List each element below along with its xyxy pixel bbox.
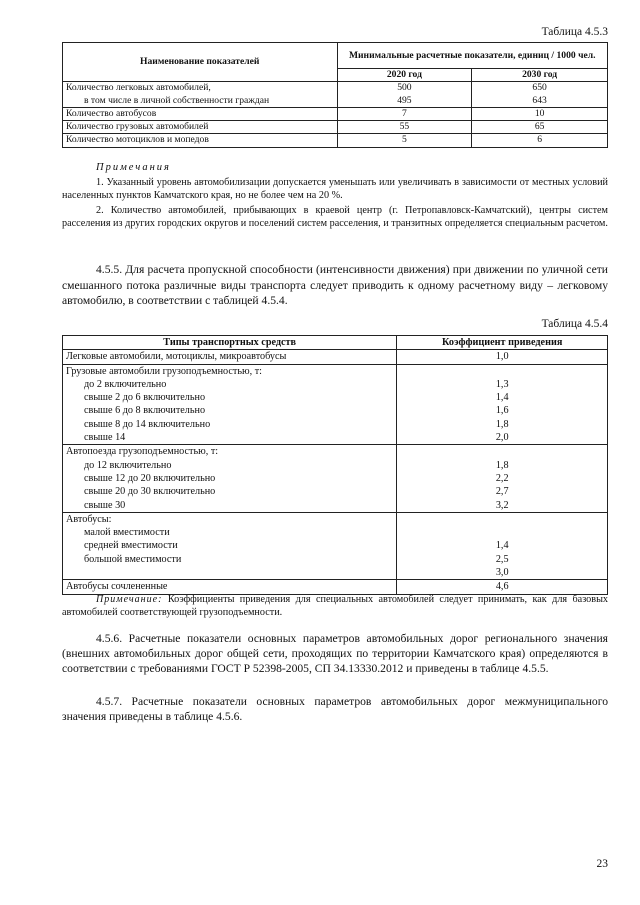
page-number: 23: [596, 858, 608, 870]
t2-group-buses-coef: 1,4 2,5 3,0: [397, 512, 608, 579]
table-row: [63, 107, 608, 120]
note-2: 2. Количество автомобилей, прибывающих в краевой центр (г. Петропавловск-Камчатский), центры систем расселения из других городских округов и поселений систем расселения, и транзитных определяется специальным расчетом.: [62, 205, 608, 229]
t2-group-trucks-coef: 1,3 1,4 1,6 1,8 2,0: [397, 364, 608, 445]
t1-header-name: Наименование показателей: [63, 43, 338, 82]
t1-cell-name: Количество легковых автомобилей, в том числе в личной собственности граждан: [63, 82, 338, 108]
t1-header-min: Минимальные расчетные показатели, единиц / 1000 чел.: [337, 43, 607, 69]
t2-cell-name: Легковые автомобили, мотоциклы, микроавтобусы: [63, 350, 397, 364]
note-1: 1. Указанный уровень автомобилизации допускается уменьшать или увеличивать в зависимости от местных условий населенных пунктов Камчатского края, но не более чем на 20 %.: [62, 177, 608, 201]
t1-year-2030: 2030 год: [472, 69, 608, 82]
table-4-5-4-caption: Таблица 4.5.4: [541, 318, 608, 330]
t1-cell-2030: 10: [472, 107, 608, 120]
table-4-5-3: [62, 42, 608, 148]
table-row: [63, 121, 608, 134]
table-4-5-3-caption: Таблица 4.5.3: [541, 26, 608, 38]
t2-header-coef: Коэффициент приведения: [397, 336, 608, 350]
t2-cell-coef: 1,0: [397, 350, 608, 364]
t1-cell-2030: 650 643: [472, 82, 608, 108]
t1-year-2020: 2020 год: [337, 69, 472, 82]
t2-group-roadtrains-coef: 1,8 2,2 2,7 3,2: [397, 445, 608, 512]
t2-cell-name: Автобусы сочлененные: [63, 580, 397, 594]
t1-cell-name: Количество мотоциклов и мопедов: [63, 134, 338, 147]
t1-cell-2030: 6: [472, 134, 608, 147]
table-row: [63, 580, 608, 594]
paragraph-4-5-6: 4.5.6. Расчетные показатели основных параметров автомобильных дорог регионального значения (внешних автомобильных дорог общей сети, проходящих по территории Камчатского края) определяются в соответствии с требованиями ГОСТ Р 52398-2005, СП 34.13330.2012 и приведены в таблице 4.5.5.: [62, 632, 608, 676]
paragraph-4-5-7: 4.5.7. Расчетные показатели основных параметров автомобильных дорог межмуниципального значения приведены в таблице 4.5.6.: [62, 695, 608, 724]
t1-cell-2020: 55: [337, 121, 472, 134]
table-row: [63, 134, 608, 147]
table-row: [63, 82, 608, 108]
table-4-5-4: [62, 335, 608, 595]
table-row: [63, 364, 608, 445]
notes-heading: Примечания: [96, 162, 171, 173]
paragraph-4-5-5: 4.5.5. Для расчета пропускной способности (интенсивности движения) при движении по уличной сети смешанного потока различные виды транспорта следует приводить к одному расчетному виду – легковому автомобилю, в соответствии с таблицей 4.5.4.: [62, 263, 608, 307]
t1-cell-2030: 65: [472, 121, 608, 134]
t1-cell-2020: 7: [337, 107, 472, 120]
t2-cell-coef: 4,6: [397, 580, 608, 594]
t1-cell-name: Количество автобусов: [63, 107, 338, 120]
t1-cell-2020: 5: [337, 134, 472, 147]
t2-group-roadtrains: Автопоезда грузоподъемностью, т: до 12 включительно свыше 12 до 20 включительно свыше 20 до 30 включительно свыше 30: [63, 445, 397, 512]
table-row: [63, 350, 608, 364]
table-row: [63, 445, 608, 512]
t1-cell-name: Количество грузовых автомобилей: [63, 121, 338, 134]
table-4-5-4-note: Примечание: Коэффициенты приведения для специальных автомобилей следует принимать, как для базовых автомобилей соответствующей грузоподъемности.: [62, 594, 609, 618]
t2-header-type: Типы транспортных средств: [63, 336, 397, 350]
t2-group-buses: Автобусы: малой вместимости средней вместимости большой вместимости: [63, 512, 397, 579]
table-row: [63, 512, 608, 579]
t2-group-trucks: Грузовые автомобили грузоподъемностью, т: до 2 включительно свыше 2 до 6 включительно свыше 6 до 8 включительно свыше 8 до 14 включительно свыше 14: [63, 364, 397, 445]
t1-cell-2020: 500 495: [337, 82, 472, 108]
